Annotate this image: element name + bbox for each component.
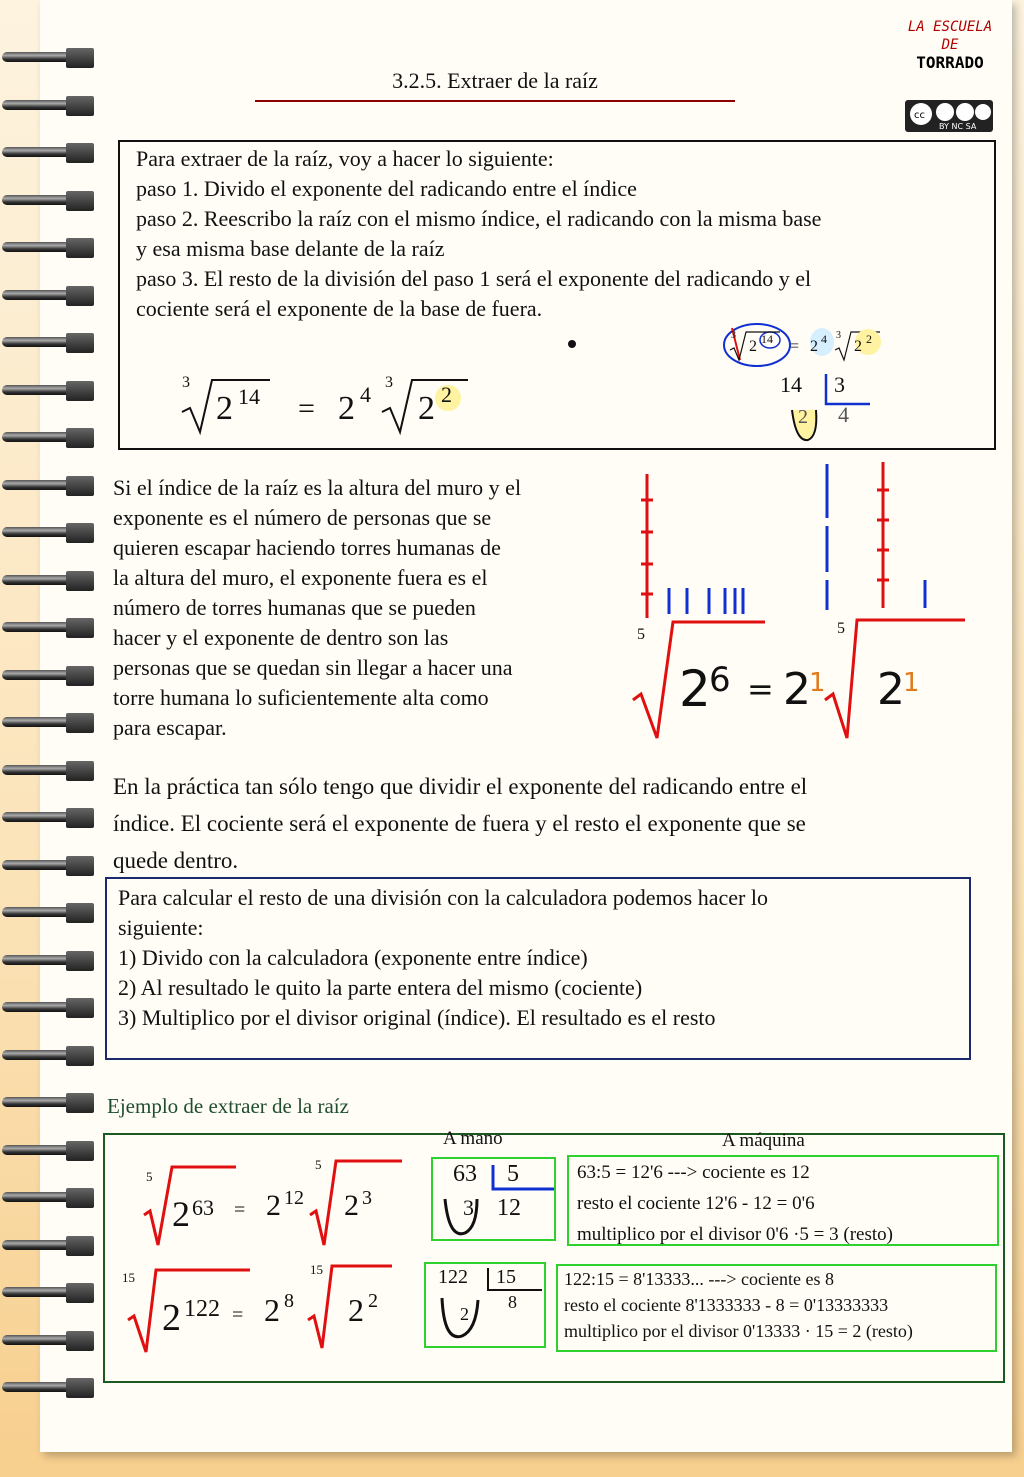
spiral-ring bbox=[2, 856, 90, 878]
spiral-binding bbox=[0, 0, 100, 1477]
text-line: número de torres humanas que se pueden bbox=[113, 595, 476, 620]
root-index: 5 bbox=[837, 620, 845, 637]
calc-line: multiplico por el divisor 0'13333 · 15 = 2 (resto) bbox=[564, 1321, 913, 1341]
inner-base: 2 bbox=[854, 338, 862, 355]
example1-machine-box bbox=[567, 1155, 999, 1246]
text-line: quieren escapar haciendo torres humanas de bbox=[113, 535, 501, 560]
text-line: torre humana lo suficientemente alta como bbox=[113, 685, 489, 710]
intro-formula bbox=[178, 368, 478, 438]
logo-line: DE bbox=[941, 37, 959, 53]
calc-line: multiplico por el divisor 0'6 ·5 = 3 (resto) bbox=[577, 1224, 893, 1245]
division-quotient: 12 bbox=[497, 1195, 521, 1221]
radicand-exponent: 122 bbox=[184, 1296, 220, 1322]
spiral-ring bbox=[2, 1331, 90, 1353]
text-line: Para calcular el resto de una división con la calculadora podemos hacer lo bbox=[118, 885, 768, 910]
root-index: 5 bbox=[315, 1157, 322, 1172]
equals-sign: = bbox=[790, 338, 800, 355]
spiral-ring bbox=[2, 286, 90, 308]
text-line: cociente será el exponente de la base de fuera. bbox=[136, 296, 543, 321]
spiral-ring bbox=[2, 333, 90, 355]
division-remainder: 2 bbox=[460, 1304, 469, 1324]
spiral-ring bbox=[2, 238, 90, 260]
inner-exponent: 1 bbox=[903, 668, 920, 698]
spiral-ring bbox=[2, 951, 90, 973]
logo-line: TORRADO bbox=[916, 53, 984, 72]
examples-title: Ejemplo de extraer de la raíz bbox=[107, 1094, 349, 1118]
practice-text bbox=[113, 768, 1003, 879]
outer-exponent: 8 bbox=[284, 1290, 294, 1312]
spiral-ring bbox=[2, 666, 90, 688]
page-title: 3.2.5. Extraer de la raíz bbox=[255, 68, 735, 102]
spiral-ring bbox=[2, 1141, 90, 1163]
text-line: Si el índice de la raíz es la altura del muro y el bbox=[113, 475, 522, 500]
spiral-ring bbox=[2, 96, 90, 118]
root-index: 3 bbox=[836, 330, 841, 341]
license-label: BY NC SA bbox=[939, 122, 977, 131]
text-line: quede dentro. bbox=[113, 848, 239, 873]
text-line: paso 1. Divido el exponente del radicando entre el índice bbox=[136, 176, 637, 201]
outer-base: 2 bbox=[264, 1292, 280, 1328]
division-quotient: 4 bbox=[838, 402, 849, 427]
spiral-ring bbox=[2, 808, 90, 830]
text-line: personas que se quedan sin llegar a hacer una bbox=[113, 655, 513, 680]
spiral-ring bbox=[2, 713, 90, 735]
spiral-ring bbox=[2, 1188, 90, 1210]
spiral-ring bbox=[2, 428, 90, 450]
tower-illustration bbox=[625, 460, 985, 750]
example1-formula bbox=[140, 1155, 420, 1250]
division-bracket bbox=[433, 1159, 554, 1239]
machine-label: A máquina bbox=[722, 1130, 805, 1151]
radicand-base: 2 bbox=[749, 338, 757, 355]
text-line: para escapar. bbox=[113, 715, 227, 740]
calc-line: resto el cociente 12'6 - 12 = 0'6 bbox=[577, 1193, 815, 1214]
spiral-ring bbox=[2, 191, 90, 213]
calculator-steps bbox=[118, 883, 958, 1033]
calc-line: resto el cociente 8'1333333 - 8 = 0'13333333 bbox=[564, 1295, 889, 1315]
radicand-exponent: 14 bbox=[761, 332, 773, 346]
logo-line: LA ESCUELA bbox=[907, 19, 993, 35]
outer-exponent: 4 bbox=[360, 382, 371, 407]
text-line: Para extraer de la raíz, voy a hacer lo siguiente: bbox=[136, 146, 554, 171]
spiral-ring bbox=[2, 1236, 90, 1258]
division-dividend: 122 bbox=[438, 1266, 468, 1288]
division-dividend: 63 bbox=[453, 1161, 477, 1187]
division-quotient: 8 bbox=[508, 1292, 517, 1312]
spiral-ring bbox=[2, 1046, 90, 1068]
spiral-ring bbox=[2, 1283, 90, 1305]
spiral-ring bbox=[2, 1378, 90, 1400]
radicand-exponent: 6 bbox=[709, 660, 731, 700]
equals-sign: = bbox=[298, 392, 315, 425]
root-index: 5 bbox=[146, 1169, 153, 1184]
radicand-base: 2 bbox=[162, 1297, 181, 1339]
division-divisor: 5 bbox=[507, 1161, 519, 1187]
text-line: 1) Divido con la calculadora (exponente entre índice) bbox=[118, 945, 588, 970]
school-logo bbox=[900, 18, 1000, 72]
creative-commons-badge bbox=[905, 100, 993, 132]
radicand-base: 2 bbox=[679, 660, 711, 718]
outer-exponent: 4 bbox=[821, 332, 827, 346]
inner-base: 2 bbox=[418, 390, 435, 427]
small-formula bbox=[722, 322, 892, 370]
equals-sign: = bbox=[232, 1304, 244, 1326]
spiral-ring bbox=[2, 618, 90, 640]
hand-label: A mano bbox=[443, 1128, 503, 1149]
inner-base: 2 bbox=[877, 664, 905, 715]
outer-exponent: 12 bbox=[284, 1187, 304, 1209]
root-index: 3 bbox=[385, 374, 393, 391]
outer-base: 2 bbox=[266, 1189, 281, 1222]
text-line: 3) Multiplico por el divisor original (índice). El resultado es el resto bbox=[118, 1005, 716, 1030]
spiral-ring bbox=[2, 761, 90, 783]
spiral-ring bbox=[2, 571, 90, 593]
equals-sign: = bbox=[747, 670, 774, 708]
spiral-ring bbox=[2, 523, 90, 545]
text-line: paso 2. Reescribo la raíz con el mismo índice, el radicando con la misma base bbox=[136, 206, 822, 231]
example2-formula bbox=[120, 1262, 420, 1357]
example2-machine-box bbox=[556, 1264, 997, 1352]
spiral-ring bbox=[2, 998, 90, 1020]
root-index: 15 bbox=[310, 1262, 323, 1277]
division-remainder: 3 bbox=[463, 1195, 474, 1220]
spiral-ring bbox=[2, 476, 90, 498]
text-line: y esa misma base delante de la raíz bbox=[136, 236, 445, 261]
root-index: 3 bbox=[182, 374, 190, 391]
text-line: índice. El cociente será el exponente de fuera y el resto el exponente que se bbox=[113, 811, 806, 836]
calc-line: 63:5 = 12'6 ---> cociente es 12 bbox=[577, 1162, 810, 1183]
text-line: siguiente: bbox=[118, 915, 204, 940]
inner-exponent: 2 bbox=[368, 1290, 378, 1312]
text-line: exponente es el número de personas que se bbox=[113, 505, 492, 530]
text-line: paso 3. El resto de la división del paso 1 será el exponente del radicando y el bbox=[136, 266, 812, 291]
radicand-exponent: 63 bbox=[192, 1195, 214, 1220]
root-index: 5 bbox=[637, 626, 645, 643]
spiral-ring bbox=[2, 48, 90, 70]
outer-exponent: 1 bbox=[809, 668, 826, 698]
division-dividend: 14 bbox=[780, 372, 802, 397]
inner-exponent: 2 bbox=[866, 332, 872, 346]
spiral-ring bbox=[2, 903, 90, 925]
intro-steps bbox=[136, 144, 956, 324]
spiral-ring bbox=[2, 143, 90, 165]
division-divisor: 3 bbox=[834, 372, 845, 397]
text-line: En la práctica tan sólo tengo que dividir el exponente del radicando entre el bbox=[113, 774, 808, 799]
root-index: 15 bbox=[122, 1270, 135, 1285]
analogy-text bbox=[113, 473, 633, 743]
root-index: 3 bbox=[731, 330, 736, 341]
bullet-dot bbox=[568, 340, 576, 348]
intro-division bbox=[778, 370, 878, 450]
inner-exponent: 2 bbox=[441, 382, 452, 407]
outer-base: 2 bbox=[810, 338, 818, 355]
division-remainder: 2 bbox=[798, 406, 808, 428]
outer-base: 2 bbox=[783, 664, 811, 715]
radicand-exponent: 14 bbox=[238, 384, 260, 409]
inner-exponent: 3 bbox=[362, 1187, 372, 1209]
text-line: hacer y el exponente de dentro son las bbox=[113, 625, 449, 650]
spiral-ring bbox=[2, 1093, 90, 1115]
equals-sign: = bbox=[234, 1199, 246, 1221]
radicand-base: 2 bbox=[216, 390, 233, 427]
radicand-base: 2 bbox=[172, 1194, 190, 1234]
outer-base: 2 bbox=[338, 390, 355, 427]
text-line: 2) Al resultado le quito la parte entera del mismo (cociente) bbox=[118, 975, 643, 1000]
inner-base: 2 bbox=[348, 1292, 364, 1328]
inner-base: 2 bbox=[344, 1189, 359, 1222]
spiral-ring bbox=[2, 381, 90, 403]
division-divisor: 15 bbox=[496, 1266, 516, 1288]
example1-hand-box bbox=[431, 1157, 556, 1241]
example2-hand-box bbox=[424, 1262, 546, 1348]
calc-line: 122:15 = 8'13333... ---> cociente es 8 bbox=[564, 1269, 834, 1289]
svg-text:cc: cc bbox=[914, 110, 925, 121]
text-line: la altura del muro, el exponente fuera es el bbox=[113, 565, 488, 590]
